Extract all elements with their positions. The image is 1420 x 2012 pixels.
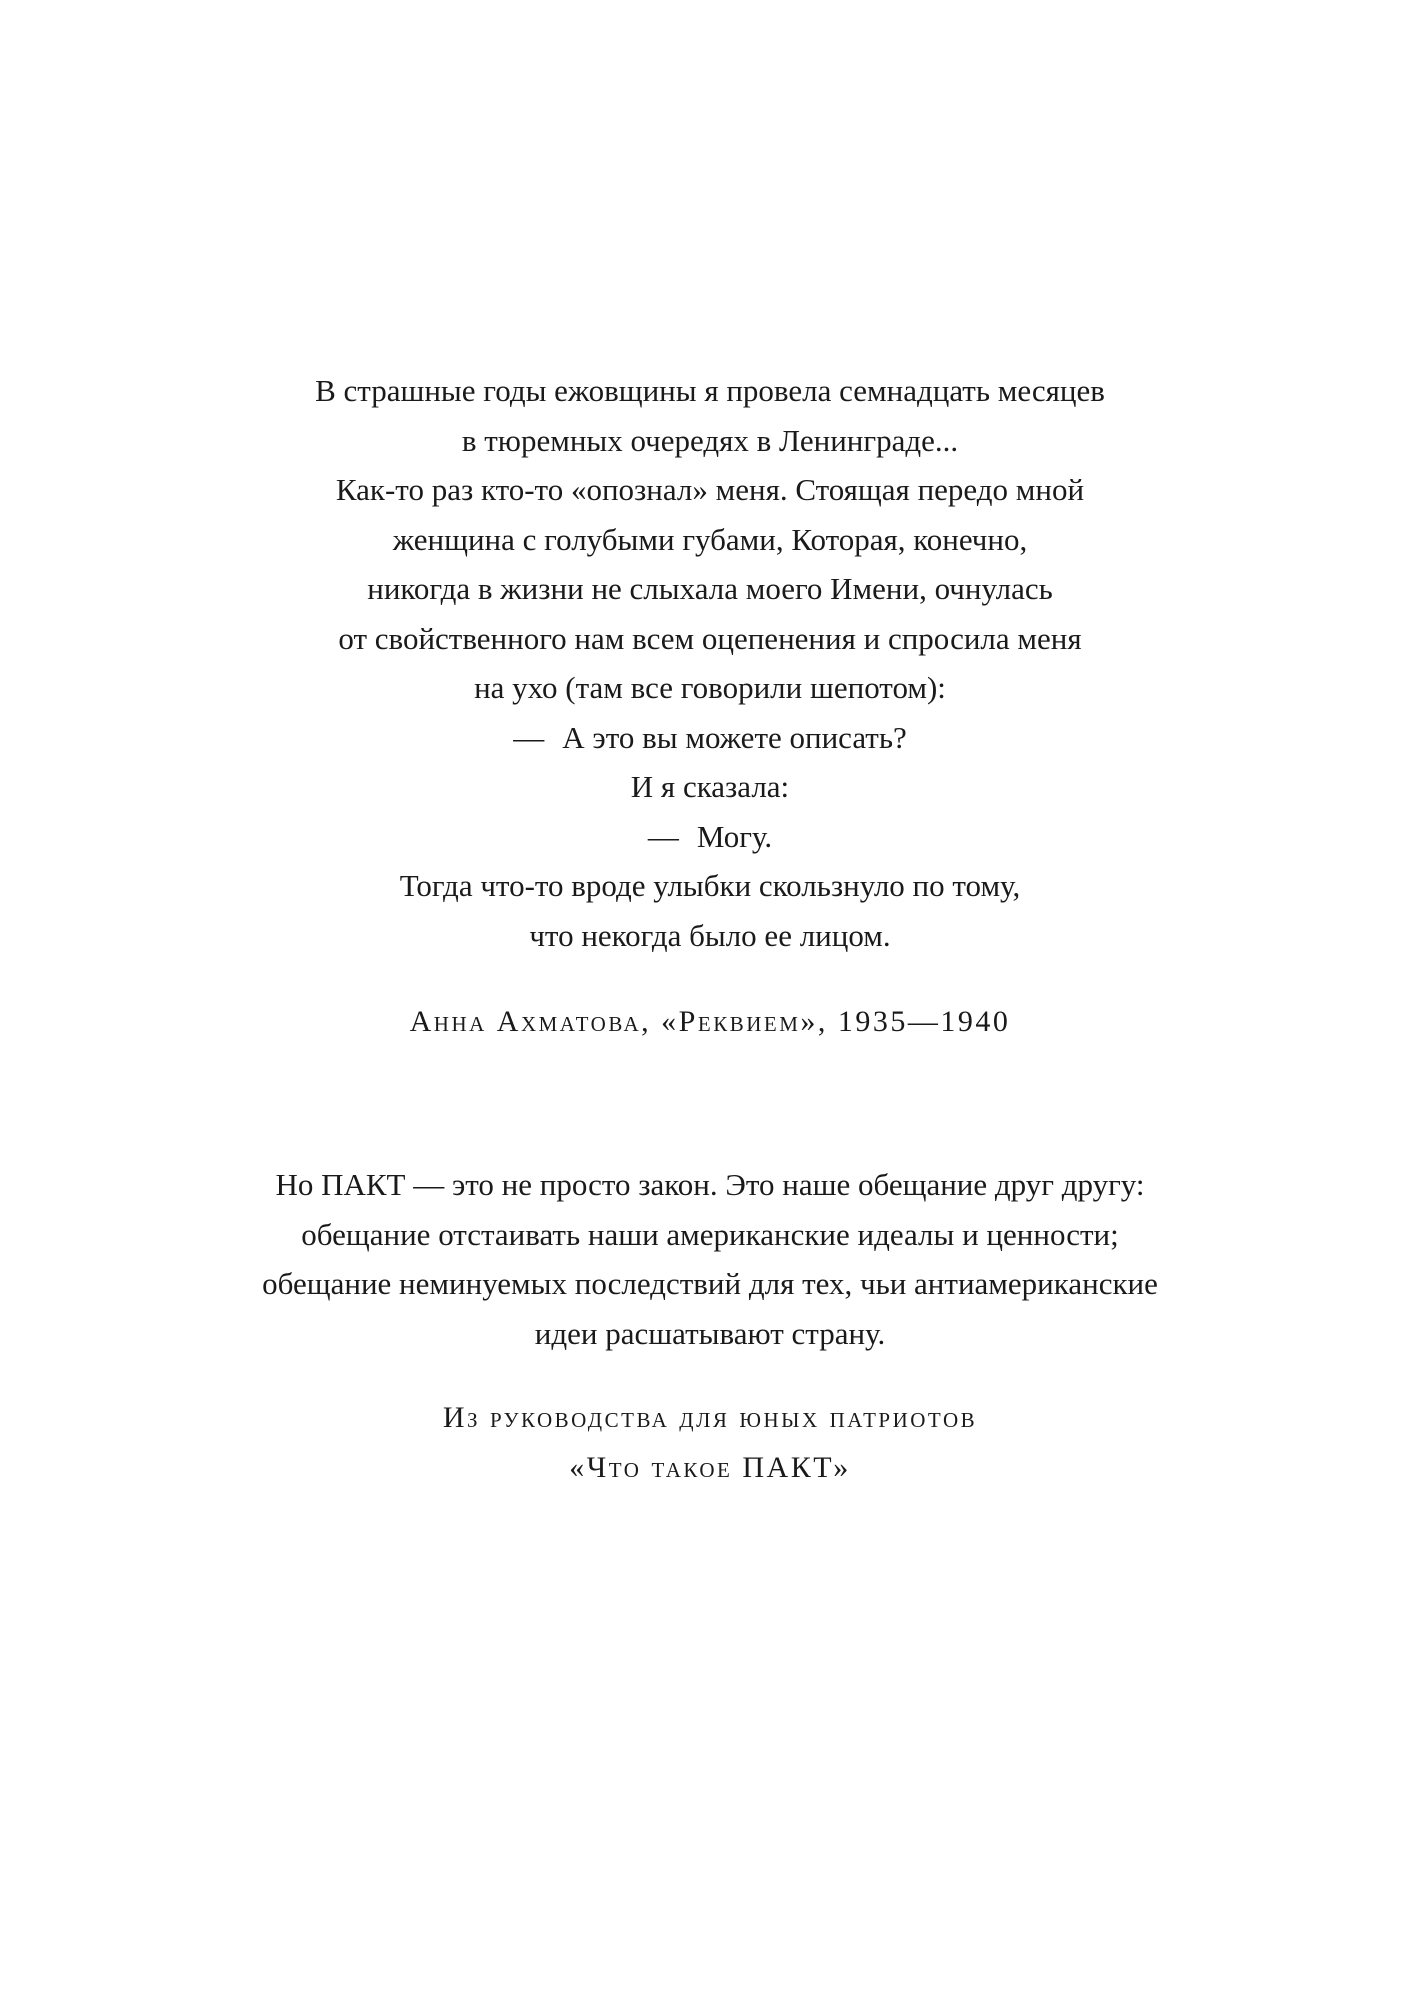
epigraph-line: обещание отстаивать наши американские идеалы и ценности; (301, 1216, 1119, 1252)
epigraph-line: обещание неминуемых последствий для тех, чьи антиамериканские (262, 1266, 1158, 1301)
dialogue-dash: — (647, 818, 679, 854)
epigraph-line: что некогда было ее лицом. (529, 917, 891, 953)
dialogue-line-question (0, 713, 1420, 763)
epigraph-line: Но ПАКТ — это не просто закон. Это наше обещание друг другу: (275, 1167, 1145, 1202)
epigraph-attribution (0, 1393, 1420, 1493)
epigraph-line: Как-то раз кто-то «опознал» меня. Стоящая передо мной (335, 472, 1085, 507)
epigraph-line: в тюремных очередях в Ленинграде... (461, 422, 959, 458)
epigraph-akhmatova (0, 366, 1420, 1047)
epigraph-line: на ухо (там все говорили шепотом): (474, 670, 946, 705)
epigraph-line: никогда в жизни не слыхала моего Имени, очнулась (367, 571, 1053, 606)
epigraph-line: И я сказала: (630, 769, 790, 804)
epigraph-line: Тогда что-то вроде улыбки скользнуло по тому, (399, 868, 1021, 903)
epigraph-line: В страшные годы ежовщины я провела семнадцать месяцев (315, 373, 1105, 408)
attribution-line: Из руководства для юных патриотов (442, 1401, 978, 1434)
epigraph-pact (0, 1160, 1420, 1493)
epigraph-attribution: Анна Ахматова, «Реквием», 1935—1940 (409, 1005, 1011, 1038)
epigraph-line: женщина с голубыми губами, Которая, конечно, (392, 521, 1028, 557)
dialogue-dash: — (513, 719, 545, 755)
dialogue-text: Могу. (696, 818, 773, 854)
epigraph-line: идеи расшатывают страну. (534, 1315, 886, 1351)
epigraph-line: от свойственного нам всем оцепенения и спросила меня (338, 620, 1082, 656)
attribution-line: «Что такое ПАКТ» (569, 1451, 851, 1484)
dialogue-text: А это вы можете описать? (562, 719, 907, 755)
dialogue-line-answer (0, 812, 1420, 862)
